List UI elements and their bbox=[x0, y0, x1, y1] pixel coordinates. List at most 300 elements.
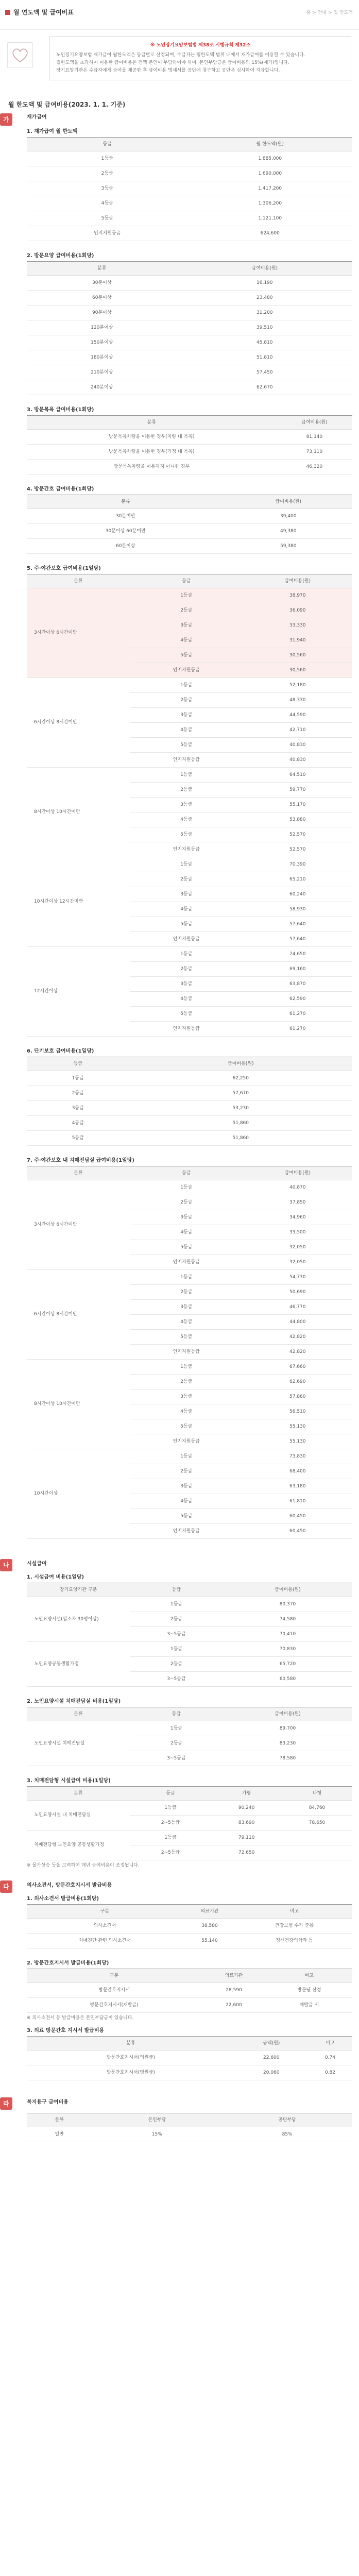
column-header: 등급 bbox=[130, 1707, 223, 1721]
table-heading-text: 7. 주·야간보호 내 치매전담실 급여비용(1일당) bbox=[27, 1158, 134, 1163]
table-heading bbox=[0, 129, 359, 135]
table-cell: 3등급 bbox=[130, 1389, 243, 1404]
table-cell: 3등급 bbox=[130, 708, 243, 723]
table-header-row bbox=[27, 2113, 352, 2127]
table-cell: 51,860 bbox=[129, 1131, 353, 1146]
table-cell: 33,330 bbox=[243, 618, 352, 633]
column-header: 급여비용(원) bbox=[277, 416, 352, 430]
table-cell: 38,580 bbox=[183, 1919, 236, 1934]
table-cell: 65,720 bbox=[223, 1657, 352, 1672]
table-cell: 2~5등급 bbox=[130, 1845, 211, 1860]
group-label: 8시간이상 10시간미만 bbox=[27, 1360, 130, 1449]
table-cell: 4등급 bbox=[130, 812, 243, 827]
notice-line: 장기요양기관은 수급자에게 급여를 제공한 후 급여비용 명세서를 공단에 청구하고 공단은 심사하여 지급합니다. bbox=[56, 68, 280, 73]
table-heading bbox=[0, 1960, 359, 1967]
data-table bbox=[27, 574, 352, 1037]
table-cell: 4등급 bbox=[130, 902, 243, 917]
column-header: 분류 bbox=[27, 2113, 92, 2127]
column-header: 분류 bbox=[27, 574, 130, 588]
table-row bbox=[27, 226, 352, 241]
table-header-row bbox=[27, 1707, 352, 1721]
table-row bbox=[27, 947, 352, 962]
table-cell: 54,730 bbox=[243, 1270, 352, 1285]
table-cell: 34,960 bbox=[243, 1210, 352, 1225]
table-row bbox=[27, 1801, 352, 1816]
table-cell: 52,570 bbox=[243, 842, 352, 857]
column-header: 급여비용(원) bbox=[223, 1583, 352, 1597]
data-table bbox=[27, 1904, 352, 1948]
table-row bbox=[27, 306, 352, 320]
column-header: 등급 bbox=[27, 1057, 129, 1071]
table-heading bbox=[0, 566, 359, 572]
table-cell: 46,320 bbox=[277, 460, 352, 474]
table-cell: 62,690 bbox=[243, 1375, 352, 1389]
table-row bbox=[27, 1180, 352, 1195]
table-row bbox=[27, 181, 352, 196]
table-row bbox=[27, 1071, 352, 1086]
data-table bbox=[27, 261, 352, 395]
table-heading bbox=[0, 1574, 359, 1581]
table-cell: 60,450 bbox=[243, 1524, 352, 1539]
table-cell: 30분미만 bbox=[27, 509, 225, 524]
table-cell bbox=[282, 1831, 352, 1845]
table-row bbox=[27, 1449, 352, 1464]
table-cell: 61,270 bbox=[243, 1022, 352, 1037]
column-header: 장기요양기관 구분 bbox=[27, 1583, 130, 1597]
table-row bbox=[27, 678, 352, 693]
column-header: 분류 bbox=[27, 262, 177, 276]
table-cell: 40,830 bbox=[243, 753, 352, 768]
page-title: 월 연도액 및 급여비표 bbox=[5, 9, 74, 16]
table-row bbox=[27, 1934, 352, 1948]
table-cell: 2등급 bbox=[130, 783, 243, 798]
table-cell: 인지지원등급 bbox=[130, 1345, 243, 1360]
table-cell: 3등급 bbox=[130, 887, 243, 902]
table-row bbox=[27, 430, 352, 445]
table-cell: 인지지원등급 bbox=[130, 842, 243, 857]
table-row bbox=[27, 335, 352, 350]
page-header bbox=[0, 0, 359, 30]
table-cell: 3등급 bbox=[27, 1101, 129, 1116]
section-badge: 나 bbox=[0, 1559, 12, 1571]
table-cell: 4등급 bbox=[130, 1315, 243, 1330]
table-row bbox=[27, 1131, 352, 1146]
table-row bbox=[27, 1983, 352, 1998]
data-table bbox=[27, 1707, 352, 1766]
title-marker-icon bbox=[5, 10, 10, 15]
table-row bbox=[27, 276, 352, 291]
table-cell: 5등급 bbox=[130, 1419, 243, 1434]
table-cell: 51,860 bbox=[129, 1116, 353, 1131]
footnote: ※ 물가상승 등을 고려하여 매년 급여비용이 조정됩니다. bbox=[27, 1863, 140, 1868]
table-header-row bbox=[27, 1969, 352, 1983]
column-header: 비고 bbox=[266, 1969, 352, 1983]
table-cell: 30분이상 bbox=[27, 276, 177, 291]
table-cell: 16,190 bbox=[177, 276, 352, 291]
column-header: 등급 bbox=[130, 1787, 211, 1801]
table-row bbox=[27, 588, 352, 603]
table-cell: 150분이상 bbox=[27, 335, 177, 350]
table-cell: 60,580 bbox=[223, 1672, 352, 1687]
table-cell: 180분이상 bbox=[27, 350, 177, 365]
table-cell: 50,690 bbox=[243, 1285, 352, 1300]
table-cell: 79,110 bbox=[211, 1831, 282, 1845]
section-header bbox=[0, 1561, 359, 1567]
table-row bbox=[27, 1597, 352, 1612]
section-header bbox=[0, 1883, 359, 1889]
table-cell: 4등급 bbox=[130, 992, 243, 1007]
table-cell: 38,970 bbox=[243, 588, 352, 603]
table-cell: 40,830 bbox=[243, 738, 352, 753]
table-cell: 일반 bbox=[27, 2127, 92, 2142]
notice-line: 노인장기요양보험 재가급여 월한도액은 등급별로 산정되며, 수급자는 월한도액 범위 내에서 재가급여를 이용할 수 있습니다. bbox=[56, 53, 305, 58]
data-table bbox=[27, 1057, 352, 1146]
notice-heading: ※ 노인장기요양보험법 제38조 시행규칙 제32조 bbox=[150, 43, 251, 48]
table-cell: 48,330 bbox=[243, 693, 352, 708]
table-cell: 63,870 bbox=[243, 977, 352, 992]
group-label: 8시간이상 10시간미만 bbox=[27, 768, 130, 857]
table-cell: 3~5등급 bbox=[130, 1627, 223, 1642]
table-cell: 90분이상 bbox=[27, 306, 177, 320]
table-heading bbox=[0, 1896, 359, 1902]
column-header: 가형 bbox=[211, 1787, 282, 1801]
table-cell: 방문간호지시서(병원급) bbox=[27, 2065, 235, 2080]
table-cell: 37,850 bbox=[243, 1195, 352, 1210]
table-cell bbox=[282, 1845, 352, 1860]
table-cell: 33,500 bbox=[243, 1225, 352, 1240]
column-header: 분류 bbox=[27, 495, 225, 509]
data-table bbox=[27, 1166, 352, 1539]
table-row bbox=[27, 151, 352, 166]
table-cell: 80,370 bbox=[223, 1597, 352, 1612]
table-cell: 5등급 bbox=[27, 1131, 129, 1146]
table-cell: 의사소견서 bbox=[27, 1919, 183, 1934]
table-cell: 1등급 bbox=[130, 1801, 211, 1816]
table-cell: 치매진단 관련 의사소견서 bbox=[27, 1934, 183, 1948]
table-cell: 인지지원등급 bbox=[130, 753, 243, 768]
notice-box bbox=[49, 36, 351, 80]
section-title: 의사소견서, 방문간호지시서 발급비용 bbox=[27, 1883, 112, 1888]
table-cell: 2등급 bbox=[130, 693, 243, 708]
table-cell: 60분이상 bbox=[27, 539, 225, 554]
table-cell: 3등급 bbox=[130, 977, 243, 992]
table-cell: 방문간호지시서(재발급) bbox=[27, 1998, 201, 2013]
group-label: 12시간이상 bbox=[27, 947, 130, 1037]
table-cell: 5등급 bbox=[130, 1509, 243, 1524]
table-header-row bbox=[27, 2037, 352, 2050]
table-cell: 5등급 bbox=[130, 827, 243, 842]
table-heading-text: 2. 방문요양 급여비용(1회당) bbox=[27, 253, 94, 259]
table-row bbox=[27, 1721, 352, 1736]
table-cell: 72,650 bbox=[211, 1845, 282, 1860]
table-cell: 45,810 bbox=[177, 335, 352, 350]
table-cell: 방문목욕차량을 이용하지 아니한 경우 bbox=[27, 460, 277, 474]
table-cell: 2등급 bbox=[130, 962, 243, 977]
data-table bbox=[27, 2113, 352, 2142]
table-cell: 3등급 bbox=[130, 1210, 243, 1225]
table-cell: 61,810 bbox=[243, 1494, 352, 1509]
table-cell: 624,600 bbox=[187, 226, 352, 241]
group-label: 노인요양공동생활가정 bbox=[27, 1642, 130, 1687]
table-cell: 28,590 bbox=[201, 1983, 266, 1998]
table-cell: 1,121,100 bbox=[187, 211, 352, 226]
table-cell: 5등급 bbox=[130, 1240, 243, 1255]
table-heading-text: 3. 의료 방문간호 지시서 발급비용 bbox=[27, 2028, 105, 2033]
group-label: 6시간이상 8시간미만 bbox=[27, 678, 130, 768]
column-header: 급여비용(원) bbox=[223, 1707, 352, 1721]
table-row bbox=[27, 211, 352, 226]
table-header-row bbox=[27, 416, 352, 430]
table-cell: 3등급 bbox=[27, 181, 187, 196]
table-cell: 51,810 bbox=[177, 350, 352, 365]
group-label: 10시간이상 12시간미만 bbox=[27, 857, 130, 947]
table-row bbox=[27, 1116, 352, 1131]
table-cell: 2등급 bbox=[130, 603, 243, 618]
table-cell: 4등급 bbox=[130, 723, 243, 738]
table-cell: 30분이상 60분미만 bbox=[27, 524, 225, 539]
section-badge: 다 bbox=[0, 1880, 12, 1893]
column-header: 구분 bbox=[27, 1969, 201, 1983]
table-cell: 55,170 bbox=[243, 798, 352, 812]
table-cell: 36,090 bbox=[243, 603, 352, 618]
table-row bbox=[27, 445, 352, 460]
table-cell: 70,410 bbox=[223, 1627, 352, 1642]
table-header-row bbox=[27, 495, 352, 509]
table-row bbox=[27, 2127, 352, 2142]
table-cell: 방문간호지시서 bbox=[27, 1983, 201, 1998]
table-heading-text: 3. 방문목욕 급여비용(1회당) bbox=[27, 407, 94, 413]
table-cell: 120분이상 bbox=[27, 320, 177, 335]
table-cell: 46,770 bbox=[243, 1300, 352, 1315]
table-cell: 방문당 산정 bbox=[266, 1983, 352, 1998]
table-heading-text: 1. 의사소견서 발급비용(1회당) bbox=[27, 1896, 99, 1902]
table-row bbox=[27, 509, 352, 524]
table-row bbox=[27, 365, 352, 380]
table-cell: 59,770 bbox=[243, 783, 352, 798]
table-cell: 5등급 bbox=[130, 1007, 243, 1022]
table-header-row bbox=[27, 1583, 352, 1597]
column-header: 나형 bbox=[282, 1787, 352, 1801]
table-row bbox=[27, 1101, 352, 1116]
table-heading-text: 1. 시설급여 비용(1일당) bbox=[27, 1574, 84, 1580]
table-row bbox=[27, 350, 352, 365]
data-table bbox=[27, 415, 352, 474]
breadcrumb[interactable]: 홈 > 안내 > 월 연도액 bbox=[306, 10, 353, 15]
group-label: 6시간이상 8시간미만 bbox=[27, 1270, 130, 1360]
table-cell: 60,450 bbox=[243, 1509, 352, 1524]
table-cell: 5등급 bbox=[130, 917, 243, 932]
table-cell: 4등급 bbox=[130, 1494, 243, 1509]
table-cell: 1등급 bbox=[130, 947, 243, 962]
table-cell: 2등급 bbox=[130, 1464, 243, 1479]
table-cell: 64,510 bbox=[243, 768, 352, 783]
table-header-row bbox=[27, 138, 352, 151]
group-label: 3시간이상 6시간미만 bbox=[27, 588, 130, 678]
table-cell: 4등급 bbox=[27, 196, 187, 211]
table-cell: 39,400 bbox=[225, 509, 353, 524]
data-table bbox=[27, 1583, 352, 1687]
table-row bbox=[27, 1642, 352, 1657]
table-cell: 32,050 bbox=[243, 1255, 352, 1270]
group-label: 노인요양시설 치매전담실 bbox=[27, 1721, 130, 1766]
table-cell: 5등급 bbox=[130, 1330, 243, 1345]
column-header: 등급 bbox=[130, 574, 243, 588]
table-cell: 53,230 bbox=[129, 1101, 353, 1116]
table-cell: 22,600 bbox=[235, 2050, 308, 2065]
table-cell: 15% bbox=[92, 2127, 222, 2142]
column-header: 금액(원) bbox=[235, 2037, 308, 2050]
table-cell: 3등급 bbox=[130, 618, 243, 633]
table-cell: 1등급 bbox=[27, 151, 187, 166]
column-header: 분류 bbox=[27, 1707, 130, 1721]
table-heading-text: 1. 재가급여 월 한도액 bbox=[27, 129, 78, 134]
table-cell: 2등급 bbox=[27, 1086, 129, 1101]
table-cell: 61,270 bbox=[243, 1007, 352, 1022]
table-cell: 74,650 bbox=[243, 947, 352, 962]
table-cell: 83,230 bbox=[223, 1736, 352, 1751]
table-cell: 20,060 bbox=[235, 2065, 308, 2080]
data-table bbox=[27, 1786, 352, 1860]
table-cell: 53,880 bbox=[243, 812, 352, 827]
column-header: 분류 bbox=[27, 1787, 130, 1801]
table-cell: 52,570 bbox=[243, 827, 352, 842]
table-cell: 60분이상 bbox=[27, 291, 177, 306]
table-cell: 2등급 bbox=[130, 1612, 223, 1627]
table-cell: 62,590 bbox=[243, 992, 352, 1007]
table-heading-text: 5. 주·야간보호 급여비용(1일당) bbox=[27, 566, 101, 571]
table-heading-text: 2. 방문간호지시서 발급비용(1회당) bbox=[27, 1960, 109, 1966]
table-cell: 23,480 bbox=[177, 291, 352, 306]
table-header-row bbox=[27, 1905, 352, 1919]
table-cell: 22,600 bbox=[201, 1998, 266, 2013]
section-title: 복지용구 급여비용 bbox=[27, 2099, 69, 2105]
table-cell: 31,200 bbox=[177, 306, 352, 320]
table-heading bbox=[0, 1048, 359, 1055]
table-cell: 방문간호지시서(의원급) bbox=[27, 2050, 235, 2065]
table-cell: 69,160 bbox=[243, 962, 352, 977]
table-cell: 3~5등급 bbox=[130, 1672, 223, 1687]
table-cell: 1등급 bbox=[130, 1449, 243, 1464]
table-cell: 5등급 bbox=[27, 211, 187, 226]
column-header: 등급 bbox=[27, 138, 187, 151]
section-badge: 가 bbox=[0, 113, 12, 126]
table-cell: 84,760 bbox=[282, 1801, 352, 1816]
table-heading-text: 4. 방문간호 급여비용(1회당) bbox=[27, 486, 94, 492]
section-ga-header bbox=[0, 101, 359, 108]
table-cell: 210분이상 bbox=[27, 365, 177, 380]
table-cell: 4등급 bbox=[130, 1404, 243, 1419]
table-row bbox=[27, 1086, 352, 1101]
table-cell: 3등급 bbox=[130, 1479, 243, 1494]
table-cell: 1등급 bbox=[130, 1642, 223, 1657]
section-subtitle: 재가급여 bbox=[27, 114, 47, 120]
table-heading bbox=[0, 2028, 359, 2034]
table-cell: 1등급 bbox=[130, 1721, 223, 1736]
table-cell: 1등급 bbox=[130, 1360, 243, 1375]
table-cell: 0.74 bbox=[308, 2050, 352, 2065]
table-cell: 44,590 bbox=[243, 708, 352, 723]
table-cell: 4등급 bbox=[130, 1225, 243, 1240]
table-cell: 59,380 bbox=[225, 539, 353, 554]
column-header: 분류 bbox=[27, 416, 277, 430]
table-cell: 74,580 bbox=[223, 1612, 352, 1627]
table-cell: 3등급 bbox=[130, 1300, 243, 1315]
table-cell: 70,390 bbox=[243, 857, 352, 872]
group-label: 10시간이상 bbox=[27, 1449, 130, 1539]
table-row bbox=[27, 768, 352, 783]
table-heading-text: 3. 치매전담형 시설급여 비용(1일당) bbox=[27, 1778, 111, 1784]
table-row bbox=[27, 460, 352, 474]
table-cell: 인지지원등급 bbox=[130, 663, 243, 678]
table-cell: 49,380 bbox=[225, 524, 353, 539]
footnote: ※ 의사소견서 등 발급비용은 본인부담금이 있습니다. bbox=[27, 2015, 134, 2021]
column-header: 월 한도액(원) bbox=[187, 138, 352, 151]
table-heading bbox=[0, 253, 359, 259]
table-cell: 1,885,000 bbox=[187, 151, 352, 166]
table-cell: 57,450 bbox=[177, 365, 352, 380]
table-cell: 인지지원등급 bbox=[130, 1434, 243, 1449]
table-cell: 62,670 bbox=[177, 380, 352, 395]
table-cell: 2등급 bbox=[27, 166, 187, 181]
table-heading-text: 2. 노인요양시설 치매전담실 비용(1일당) bbox=[27, 1699, 121, 1704]
table-row bbox=[27, 1998, 352, 2013]
table-cell: 2등급 bbox=[130, 1736, 223, 1751]
table-cell: 1등급 bbox=[130, 1597, 223, 1612]
table-cell: 3~5등급 bbox=[130, 1751, 223, 1766]
table-cell: 52,180 bbox=[243, 678, 352, 693]
table-cell: 1등급 bbox=[130, 588, 243, 603]
table-heading bbox=[0, 1778, 359, 1784]
group-label: 치매전담형 노인요양 공동생활가정 bbox=[27, 1831, 130, 1860]
column-header: 급여비용(원) bbox=[243, 1166, 352, 1180]
column-header: 급여비용(원) bbox=[177, 262, 352, 276]
table-cell: 4등급 bbox=[27, 1116, 129, 1131]
table-cell: 인지지원등급 bbox=[130, 932, 243, 947]
table-cell: 1,306,200 bbox=[187, 196, 352, 211]
notice-line: 월한도액을 초과하여 이용한 급여비용은 전액 본인이 부담하여야 하며, 본인부담금은 급여비용의 15%(재가)입니다. bbox=[56, 60, 289, 65]
table-cell: 78,650 bbox=[282, 1816, 352, 1831]
table-cell: 63,180 bbox=[243, 1479, 352, 1494]
table-cell: 5등급 bbox=[130, 738, 243, 753]
table-cell: 4등급 bbox=[130, 633, 243, 648]
table-cell: 재발급 시 bbox=[266, 1998, 352, 2013]
table-cell: 60,240 bbox=[243, 887, 352, 902]
column-header: 분류 bbox=[27, 1166, 130, 1180]
table-heading bbox=[0, 486, 359, 493]
table-cell: 3등급 bbox=[130, 798, 243, 812]
table-cell: 57,860 bbox=[243, 1389, 352, 1404]
table-cell: 42,710 bbox=[243, 723, 352, 738]
table-cell: 240분이상 bbox=[27, 380, 177, 395]
data-table bbox=[27, 2036, 352, 2080]
column-header: 분류 bbox=[27, 2037, 235, 2050]
group-label: 노인요양시설(입소자 30명이상) bbox=[27, 1597, 130, 1642]
table-cell: 1등급 bbox=[130, 857, 243, 872]
table-cell: 1등급 bbox=[130, 1270, 243, 1285]
table-row bbox=[27, 166, 352, 181]
table-cell: 73,110 bbox=[277, 445, 352, 460]
table-row bbox=[27, 2065, 352, 2080]
table-row bbox=[27, 2050, 352, 2065]
column-header: 등급 bbox=[130, 1583, 223, 1597]
table-cell: 1등급 bbox=[130, 1180, 243, 1195]
data-table bbox=[27, 495, 352, 554]
table-cell: 85% bbox=[222, 2127, 352, 2142]
group-label: 3시간이상 6시간미만 bbox=[27, 1180, 130, 1270]
table-header-row bbox=[27, 1057, 352, 1071]
table-cell: 1등급 bbox=[130, 678, 243, 693]
table-cell: 83,690 bbox=[211, 1816, 282, 1831]
